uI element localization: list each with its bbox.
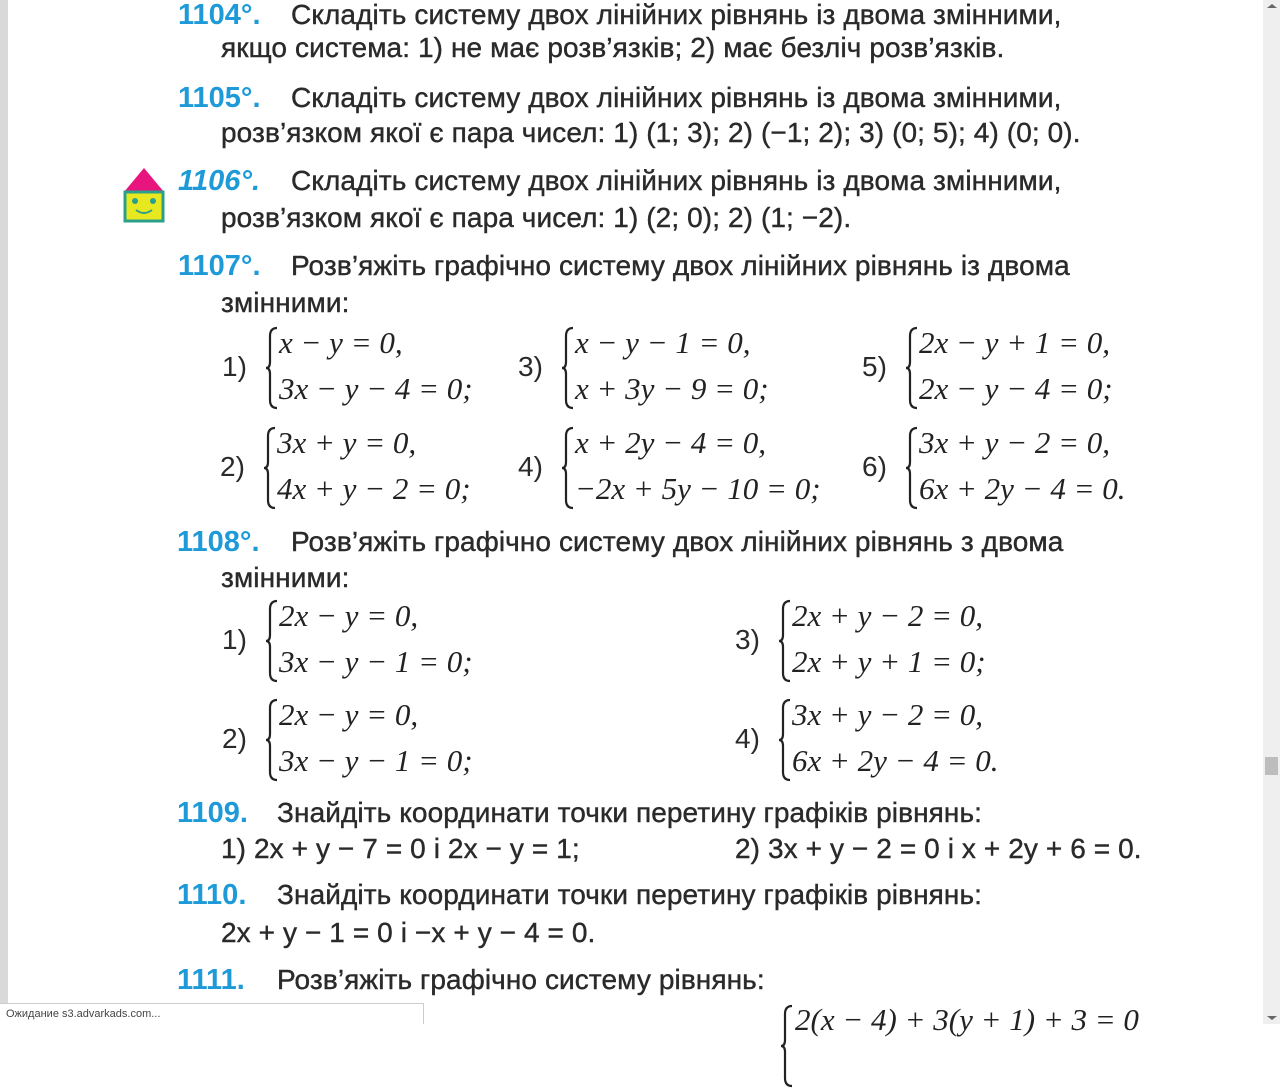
vertical-scrollbar[interactable] (1263, 0, 1280, 1024)
scroll-down-icon[interactable] (1267, 1016, 1277, 1020)
equation-second: 2x + y + 1 = 0; (792, 644, 986, 679)
system-brace-icon (780, 1004, 794, 1088)
system-brace-icon (265, 698, 279, 782)
equation-first: 2x − y = 0, (279, 697, 419, 732)
system-label: 1) (222, 351, 247, 382)
system-label: 4) (735, 723, 760, 754)
equation-first: x − y = 0, (279, 325, 403, 360)
scrollbar-thumb[interactable] (1265, 757, 1278, 775)
problem-text: змінними: (221, 562, 350, 593)
system-brace-icon (905, 426, 919, 510)
problem-number: 1104°. (178, 0, 261, 31)
equation-second: 6x + 2y − 4 = 0. (792, 743, 999, 778)
system-label: 1) (222, 624, 247, 655)
system-label: 4) (518, 451, 543, 482)
problem-number: 1108°. (177, 526, 260, 558)
system-brace-icon (561, 326, 575, 410)
problem-item: 1) 2x + y − 7 = 0 і 2x − y = 1; (221, 833, 580, 864)
equation-second: 3x − y − 1 = 0; (279, 743, 473, 778)
equation-second: 2x − y − 4 = 0; (919, 371, 1113, 406)
equation-first: 2x + y − 2 = 0, (792, 598, 984, 633)
system-brace-icon (905, 326, 919, 410)
problem-text: Знайдіть координати точки перетину графіків рівнянь: (277, 797, 983, 828)
equation-first: 3x + y − 2 = 0, (792, 697, 984, 732)
problem-number: 1106°. (178, 165, 261, 197)
system-label: 2) (222, 723, 247, 754)
problem-text: Складіть систему двох лінійних рівнянь із двома змінними, (291, 165, 1062, 196)
problem-text: Розв’яжіть графічно систему двох лінійних рівнянь із двома (291, 250, 1070, 281)
equation-second: 6x + 2y − 4 = 0. (919, 471, 1126, 506)
problem-text: якщо система: 1) не має розв’язків; 2) має безліч розв’язків. (221, 32, 1005, 63)
problem-text: Складіть систему двох лінійних рівнянь із двома змінними, (291, 0, 1062, 30)
system-label: 5) (862, 351, 887, 382)
status-bar: Ожидание s3.advarkads.com... (0, 1003, 424, 1024)
problem-text: Розв’яжіть графічно систему рівнянь: (277, 964, 765, 995)
home-task-icon (123, 167, 165, 223)
equation-first: x − y − 1 = 0, (575, 325, 751, 360)
problem-item: 2) 3x + y − 2 = 0 і x + 2y + 6 = 0. (735, 833, 1142, 864)
problem-number: 1111. (177, 964, 245, 996)
system-label: 6) (862, 451, 887, 482)
problem-number: 1109. (177, 797, 248, 829)
problem-number: 1110. (177, 879, 247, 911)
equation-second: 3x − y − 4 = 0; (279, 371, 473, 406)
equation-first: 2x − y + 1 = 0, (919, 325, 1111, 360)
problem-number: 1107°. (178, 250, 261, 282)
system-brace-icon (778, 698, 792, 782)
system-label: 3) (518, 351, 543, 382)
equation-partial: 2(x − 4) + 3(y + 1) + 3 = 0 (795, 1002, 1139, 1037)
system-brace-icon (265, 599, 279, 683)
problem-text: розв’язком якої є пара чисел: 1) (1; 3); 2) (−1; 2); 3) (0; 5); 4) (0; 0). (221, 117, 1081, 148)
equation-first: 2x − y = 0, (279, 598, 419, 633)
equation-second: 3x − y − 1 = 0; (279, 644, 473, 679)
equation-first: 3x + y = 0, (277, 425, 417, 460)
left-border (0, 0, 8, 1024)
system-label: 2) (220, 451, 245, 482)
system-brace-icon (561, 426, 575, 510)
problem-text: Складіть систему двох лінійних рівнянь із двома змінними, (291, 82, 1062, 113)
problem-text: розв’язком якої є пара чисел: 1) (2; 0); 2) (1; −2). (221, 202, 852, 233)
problem-text: 2x + y − 1 = 0 і −x + y − 4 = 0. (221, 917, 596, 948)
equation-first: x + 2y − 4 = 0, (575, 425, 767, 460)
equation-first: 3x + y − 2 = 0, (919, 425, 1111, 460)
problem-text: Знайдіть координати точки перетину графіків рівнянь: (277, 879, 983, 910)
system-label: 3) (735, 624, 760, 655)
system-brace-icon (778, 599, 792, 683)
problem-text: змінними: (221, 287, 350, 318)
equation-second: x + 3y − 9 = 0; (575, 371, 769, 406)
equation-second: −2x + 5y − 10 = 0; (575, 471, 821, 506)
problem-number: 1105°. (178, 82, 261, 114)
system-brace-icon (263, 426, 277, 510)
equation-second: 4x + y − 2 = 0; (277, 471, 471, 506)
problem-text: Розв’яжіть графічно систему двох лінійних рівнянь з двома (291, 526, 1064, 557)
scroll-up-icon[interactable] (1267, 4, 1277, 8)
system-brace-icon (265, 326, 279, 410)
